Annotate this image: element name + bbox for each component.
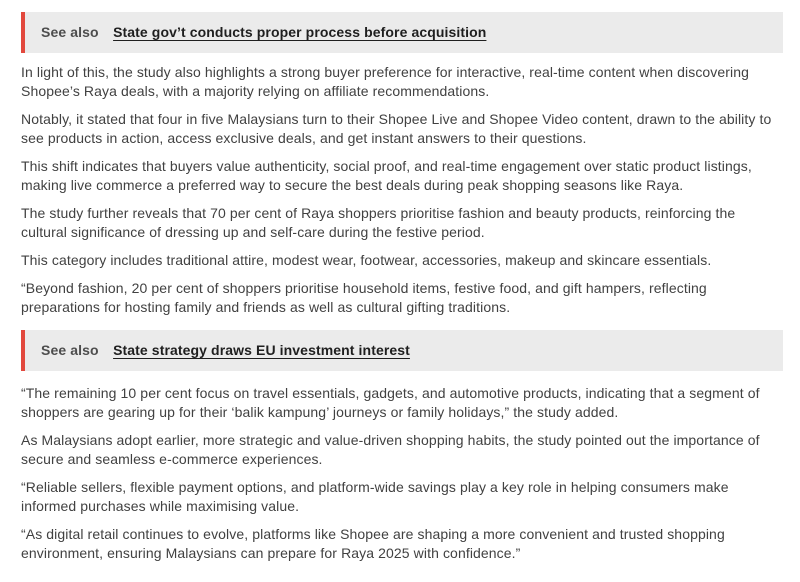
see-also-box: [21, 12, 783, 53]
see-also-box: [21, 330, 783, 371]
see-also-link[interactable]: State strategy draws EU investment interest: [113, 342, 410, 358]
article-paragraph: This shift indicates that buyers value authenticity, social proof, and real-time engagement over static product listings, making live commerce a preferred way to secure the best deals during peak shopping seasons like Raya.: [21, 158, 752, 193]
article-paragraph: Notably, it stated that four in five Malaysians turn to their Shopee Live and Shopee Video content, drawn to the ability to see products in action, access exclusive deals, and get instant answers to their questions.: [21, 111, 772, 146]
article-paragraph: In light of this, the study also highlights a strong buyer preference for interactive, real-time content when discovering Shopee’s Raya deals, with a majority relying on affiliate recommendations.: [21, 64, 750, 99]
see-also-label: See also: [41, 342, 99, 358]
see-also-link[interactable]: State gov’t conducts proper process before acquisition: [113, 24, 487, 40]
article-paragraph: This category includes traditional attire, modest wear, footwear, accessories, makeup and skincare essentials.: [21, 252, 712, 268]
see-also-label: See also: [41, 24, 99, 40]
article-paragraph: “As digital retail continues to evolve, platforms like Shopee are shaping a more convenient and trusted shopping environment, ensuring Malaysians can prepare for Raya 2025 with confidence.”: [21, 526, 725, 561]
article-paragraph: “Beyond fashion, 20 per cent of shoppers prioritise household items, festive food, and gift hampers, reflecting preparations for hosting family and friends as well as cultural gifting traditions.: [21, 280, 707, 315]
article-paragraph: “The remaining 10 per cent focus on travel essentials, gadgets, and automotive products, indicating that a segment of shoppers are gearing up for their ‘balik kampung’ journeys or family holidays,” the study added.: [21, 385, 760, 420]
article-paragraph: “Reliable sellers, flexible payment options, and platform-wide savings play a key role in helping consumers make informed purchases while maximising value.: [21, 479, 729, 514]
article-paragraph: The study further reveals that 70 per cent of Raya shoppers prioritise fashion and beauty products, reinforcing the cultural significance of dressing up and self-care during the festive period.: [21, 205, 736, 240]
article-paragraph: As Malaysians adopt earlier, more strategic and value-driven shopping habits, the study pointed out the importance of secure and seamless e-commerce experiences.: [21, 432, 760, 467]
